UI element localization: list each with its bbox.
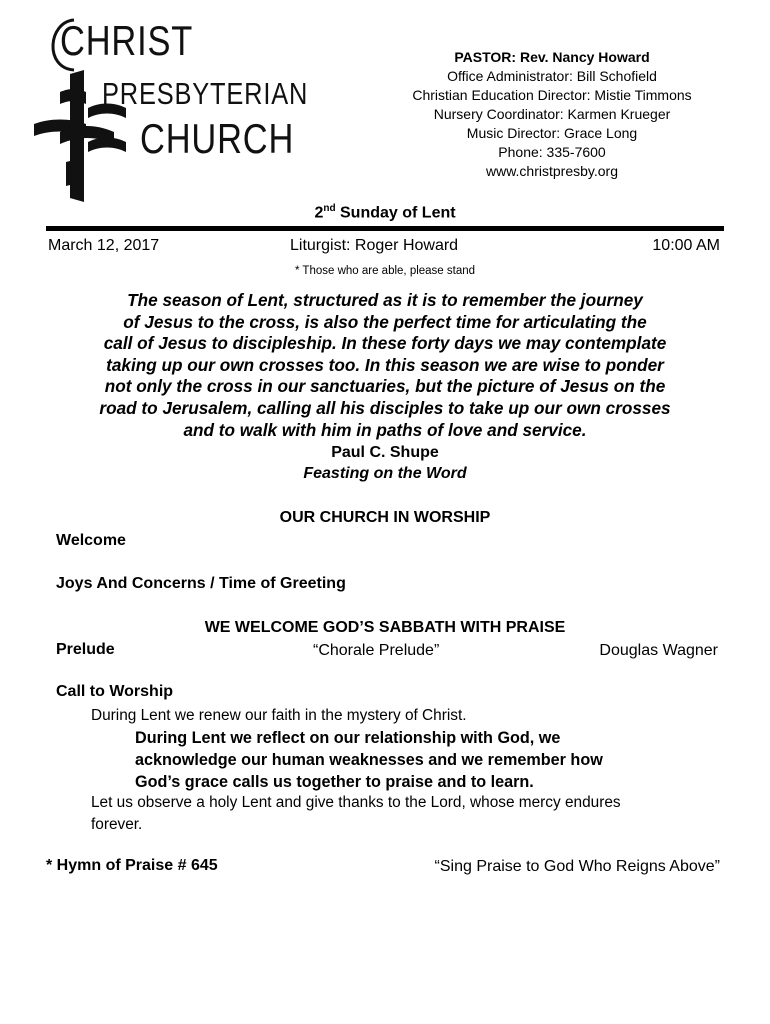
leader-line: During Lent we renew our faith in the mystery of Christ. [91,707,467,724]
divider-rule [46,226,724,231]
service-title-rest: Sunday of Lent [335,204,456,222]
prelude-label: Prelude [56,641,115,658]
service-title-number: 2 [314,204,324,222]
quote-author: Paul C. Shupe [331,444,439,461]
church-logo [30,12,320,202]
hymn-label: * Hymn of Praise # 645 [46,857,218,874]
staff-list [392,48,712,181]
service-date: March 12, 2017 [48,237,160,254]
office-admin-line: Office Administrator: Bill Schofield [447,68,657,84]
people-line: During Lent we reflect on our relationship with God, we [135,729,561,747]
quote-line: of Jesus to the cross, is also the perfect time for articulating the [123,311,647,332]
quote-line: The season of Lent, structured as it is to remember the journey [127,290,643,310]
service-title [0,203,770,222]
leader-line: forever. [91,816,143,833]
quote-line: taking up our own crosses too. In this season we are wise to ponder [106,354,664,375]
website-link[interactable]: www.christpresby.org [485,163,618,179]
people-line: acknowledge our human weaknesses and we remember how [135,751,603,769]
people-line: God’s grace calls us together to praise and to learn. [135,773,534,791]
welcome-item: Welcome [56,532,126,549]
lent-quote [60,290,710,441]
logo-line-presbyterian: PRESBYTERIAN [102,76,309,111]
education-director-line: Christian Education Director: Mistie Timmons [412,87,692,103]
praise-heading: WE WELCOME GOD’S SABBATH WITH PRAISE [204,619,566,636]
quote-source: Feasting on the Word [303,465,467,482]
leader-line: Let us observe a holy Lent and give thanks to the Lord, whose mercy endures [91,794,621,811]
logo-line-church: CHURCH [140,115,295,162]
quote-line: and to walk with him in paths of love and service. [183,419,587,440]
logo-line-christ: CHRIST [60,17,194,64]
joys-concerns-item: Joys And Concerns / Time of Greeting [56,575,346,592]
service-time: 10:00 AM [652,237,720,254]
stand-note: * Those who are able, please stand [294,265,476,277]
quote-line: call of Jesus to discipleship. In these forty days we may contemplate [103,333,667,354]
quote-line: road to Jerusalem, calling all his disciples to take up our own crosses [99,397,671,418]
phone-line: Phone: 335-7600 [498,144,606,160]
call-to-worship-label: Call to Worship [56,683,174,700]
hymn-title: “Sing Praise to God Who Reigns Above” [434,858,720,875]
worship-heading: OUR CHURCH IN WORSHIP [279,509,491,526]
prelude-composer: Douglas Wagner [599,642,718,659]
nursery-coordinator-line: Nursery Coordinator: Karmen Krueger [433,106,671,122]
service-title-ordinal: nd [323,203,336,214]
pastor-line: PASTOR: Rev. Nancy Howard [454,49,650,65]
quote-line: not only the cross in our sanctuaries, but the picture of Jesus on the [104,376,666,397]
people-response [135,727,603,793]
music-director-line: Music Director: Grace Long [466,125,638,141]
prelude-title: “Chorale Prelude” [313,642,440,659]
liturgist: Liturgist: Roger Howard [290,237,459,254]
